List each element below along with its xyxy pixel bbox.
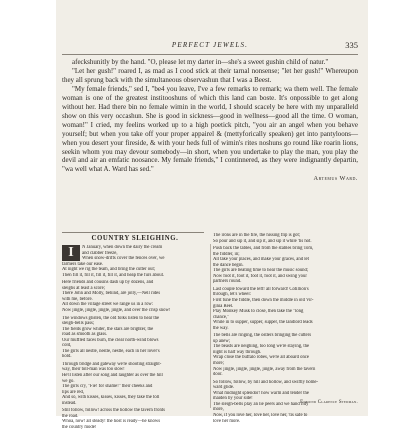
essay-paragraph: afeckshunitly by the hand. "O, please let my darter in—she's a sweet gushin child of natur." — [72, 58, 329, 66]
poem-line: N January, when down the dairy the cream — [82, 245, 163, 250]
poem-line: There John and Molly, behind, are jolly,—Nell rides — [62, 291, 161, 297]
essay-block — [62, 58, 358, 184]
page-number: 335 — [345, 40, 358, 50]
poem-line: At night we rig the team, and bring the cutter out; — [62, 267, 156, 273]
poem-line: sleigh-bells pass; — [62, 321, 95, 327]
poem-line: Push back the tables, and from the stables bring Tom, — [213, 246, 314, 252]
poem-line: Now jingle, jingle, jingle, jingle, away from the tavern — [213, 366, 316, 372]
poem-line: All down the village street we range us in a row: — [62, 302, 154, 308]
poem-line: cold, — [62, 343, 72, 349]
essay-paragraph: "My female friends," sed I, "be4 you leave, I've a few remarks to remark; wa them well. The female woman is one of the greatest institooshuns of which this land can boste. It's onpossible to get along without her. Had there bin no female wimin in the world, I should scacely be here with my unparalleld show on this very occashun. She is good in sickness—good in wellness—good all the time. O woman, woman!" I cried, my feelins worked up to a high poetick pitch, "you air an angel when you behave yourself; but when you take off your proper appairel & (mettyforically speaken) get into pantyloons—when you desert your fireside, & with your heds full of wimin's rites noshuns go round like roarin lions, seekin whom you may devour somebody—in short, when you undertake to play the man, you play the devil and air an emfatic noosance. My female friends," I continnered, as they were indignantly departin, "wa well what A. Ward has sed." — [62, 84, 358, 174]
book-page — [56, 0, 368, 430]
poem-line: more, — [213, 407, 224, 413]
poem-line: Last couple toward the left! all forward! Cotillion's — [213, 286, 309, 292]
poem-line: So pour and sip it, and sip it, and sip it while 'tis hot. — [213, 238, 312, 244]
section-rule — [62, 232, 204, 233]
poem-line: the country mode! — [62, 424, 97, 430]
poem-line: The sleigh-bells play an lie peers and we hand ridy — [213, 401, 309, 407]
poem-line: through, let's wheel: — [213, 292, 251, 298]
column-divider — [210, 244, 211, 408]
header-rule — [62, 54, 358, 55]
poem-column-right — [213, 233, 358, 424]
poem-line: chance," — [213, 314, 230, 320]
poem-line: we go. — [62, 378, 75, 384]
poem-line: The irons are in the fire, the hissing flip is got; — [213, 233, 301, 238]
poem-line: The girls cry, "Fie! for shame!" their cheeks and — [62, 384, 153, 390]
poem-line: What midnight splendor! how warm and tender the — [213, 390, 309, 396]
poem-line: Through bridge and gateway we're shooting straight- — [62, 361, 162, 367]
poem-line: And so, with kisses, kisses, kisses, they take the toll — [62, 395, 160, 401]
running-title: PERFECT JEWELS. — [171, 41, 249, 49]
poem-line: ward glide. — [213, 385, 235, 391]
poem-line: The bells are ringing, the ostlers bringing the cutters — [213, 333, 312, 339]
poem-line: Then fill it, fill it, fill it, fill it, and heap the furs about. — [62, 272, 165, 278]
essay-paragraph: "Let her gush!" roared I, as mad as I cood stick at their tarnal nonsense; "let her gush!" Whereupon they all sprung back with the simultaneous observashun that I was a Beest. — [62, 66, 358, 84]
poem-line: ginia Reel. — [213, 303, 234, 309]
poem-line: The windows glisten, the old folks listen to hear the — [62, 315, 160, 321]
poem-line: way, their toll-man was too slow! — [62, 367, 125, 373]
poem-line: Now, if you love her, love her, love her, 'tis safe to — [213, 412, 308, 418]
poem-line: sleighs at least a score; — [62, 285, 105, 291]
poem-line: more; — [213, 361, 224, 367]
poem-line: lips are red, — [62, 389, 84, 395]
poem-line: Whoa, now! all steady! the host is ready—he knows — [62, 419, 161, 425]
poem-line: hold. — [62, 354, 72, 360]
poem-line: up anew; — [213, 338, 231, 344]
poem-line: The girls are beating time to hear the music sound; — [213, 268, 309, 274]
poem-line: the road. — [62, 413, 79, 419]
poem-line: partners round. — [213, 279, 242, 285]
poem-line: the dance begin. — [213, 262, 244, 268]
page-header — [62, 41, 358, 53]
poem-line: Our muffled faces burn, the clear north-wind blows — [62, 337, 159, 343]
poem-line: the fiddler, in; — [213, 251, 240, 257]
poem-line: The fields grow whiter, the stars are brighter, the — [62, 326, 154, 332]
poem-line: Play Monkey Musk to close, then take the "long — [213, 309, 304, 315]
poem-line: farmers take our ease. — [62, 261, 104, 267]
poem-line: door. — [213, 372, 223, 378]
poem-line: Here friends and cousins dash up by dozens, and — [62, 280, 154, 286]
poem-line: He'll listen after our song and laughter as over the hill — [62, 373, 163, 379]
poem-column-left — [62, 245, 208, 431]
drop-cap: I — [62, 245, 80, 261]
poem-line: First tune the fiddle, then down the middle in old Vir- — [213, 298, 314, 304]
poem-line: The girls all nestle, nestle, nestle, each in her lover's — [62, 348, 160, 354]
poem-line: So follow, follow, by hill and hollow, and swiftly home- — [213, 379, 319, 385]
poem-line: Still follow, follow! across the hollow the tavern fronts — [62, 408, 165, 414]
poem-line: love her more. — [213, 418, 241, 424]
essay-signature: Artemus Ward. — [313, 175, 358, 183]
poem-line: road as smooth as glass. — [62, 332, 108, 338]
poem-line: and clabber freeze, — [82, 250, 118, 256]
poem-line: maiden by your side! — [213, 396, 253, 402]
poem-line: The beasts are neighing, too long we're staying, the — [213, 344, 310, 350]
poem-title: COUNTRY SLEIGHING. — [91, 235, 179, 242]
poem-line: Now foot it, foot it, foot it, foot it, and swing your — [213, 273, 307, 279]
poem-line: When snow-drifts cover the fences over, we — [82, 256, 165, 262]
poem-line: While in to supper, supper, supper, the landlord leads — [213, 320, 313, 326]
poem-line: All take your places, and make your graces, and let — [213, 257, 309, 263]
poem-line: with me, before. — [62, 296, 93, 302]
poem-line: night is half way through. — [213, 349, 262, 355]
poem-line: instead. — [62, 400, 77, 406]
poem-line: the way. — [213, 325, 229, 331]
poem-signature: Edmund Clarence Stedman. — [300, 400, 358, 405]
poem-line: Wrap close the buffalo robes, we're all aboard once — [213, 355, 309, 361]
poem-line: Now jingle, jingle, jingle, jingle, and over the crisp snow! — [62, 308, 171, 314]
